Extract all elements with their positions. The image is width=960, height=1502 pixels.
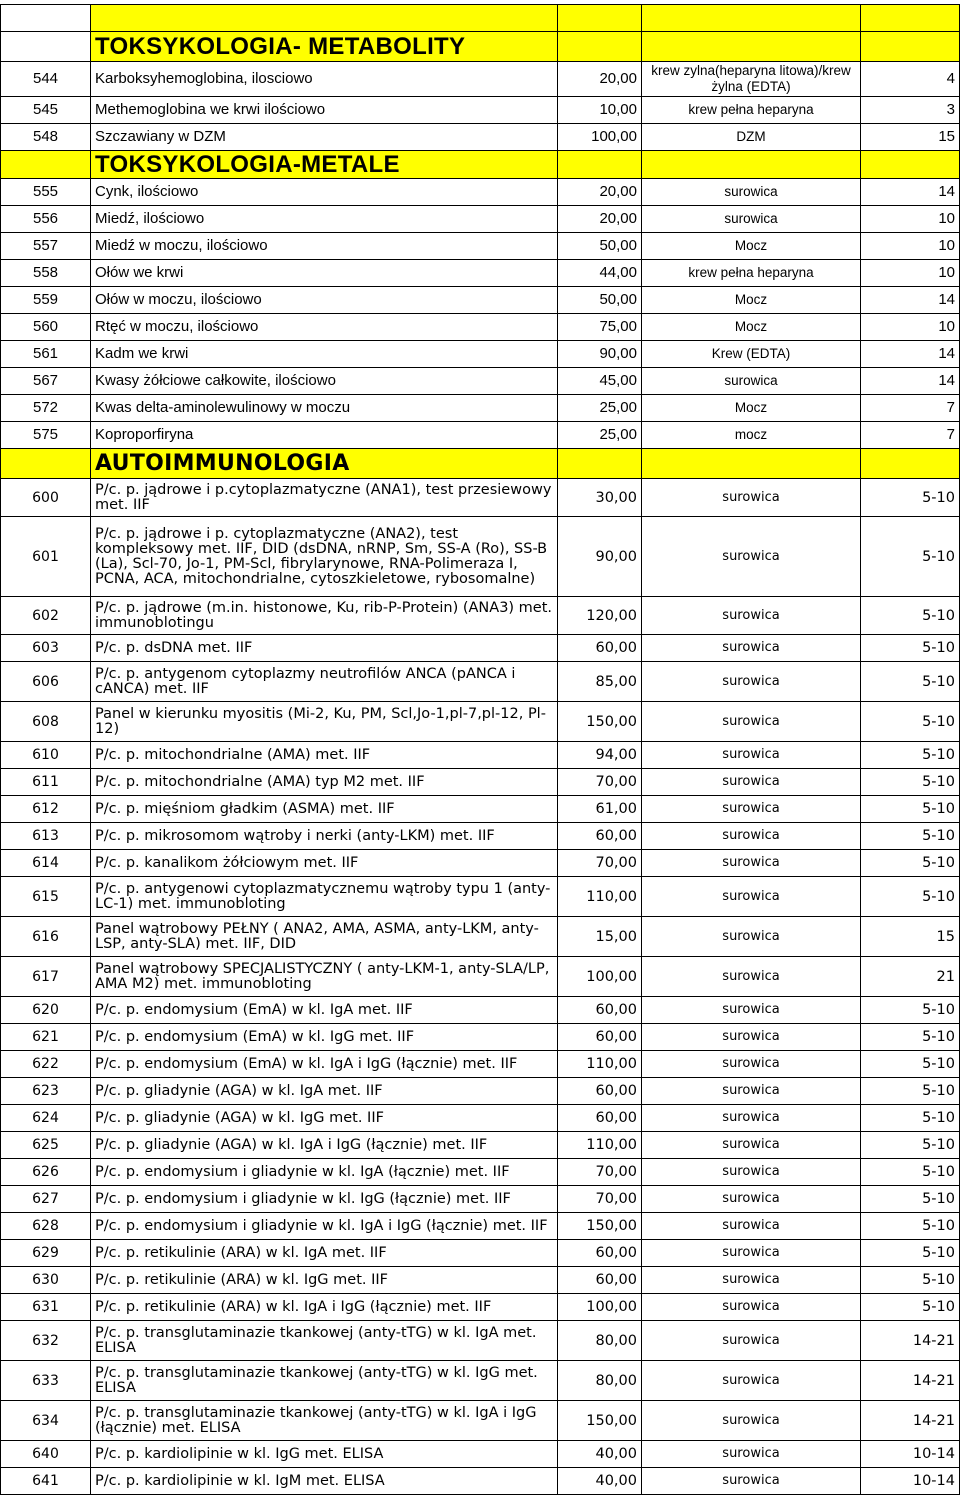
test-number: 575 bbox=[1, 422, 91, 449]
section-blank-cell bbox=[1, 449, 91, 479]
test-name: P/c. p. jądrowe i p. cytoplazmatyczne (ANA2), test kompleksowy met. IIF, DID (dsDNA, nRNP, Sm, SS-A (Ro), SS-B (La), Scl-70, Jo-1, PM-Scl, fibrylarynowe, RNA-Polimeraza I, PCNA, ACA, mitochondrialne, cytoszkieletowe, rybosomalne) bbox=[91, 517, 558, 597]
test-name: Cynk, ilościowo bbox=[91, 179, 558, 206]
table-row bbox=[1, 517, 960, 597]
test-material: surowica bbox=[642, 1186, 861, 1213]
test-price: 30,00 bbox=[558, 479, 642, 517]
test-name: P/c. p. endomysium i gliadynie w kl. IgG (łącznie) met. IIF bbox=[91, 1186, 558, 1213]
test-number: 617 bbox=[1, 957, 91, 997]
test-name: P/c. p. transglutaminazie tkankowej (anty-tTG) w kl. IgA met. ELISA bbox=[91, 1321, 558, 1361]
turnaround-days: 5-10 bbox=[861, 769, 960, 796]
section-blank-cell bbox=[1, 32, 91, 62]
table-row bbox=[1, 1240, 960, 1267]
test-material: surowica bbox=[642, 1267, 861, 1294]
test-material: surowica bbox=[642, 597, 861, 635]
test-name: Ołów we krwi bbox=[91, 260, 558, 287]
test-material: mocz bbox=[642, 422, 861, 449]
price-list-table bbox=[0, 4, 960, 1495]
test-name: P/c. p. kanalikom żółciowym met. IIF bbox=[91, 850, 558, 877]
table-row bbox=[1, 1132, 960, 1159]
test-price: 80,00 bbox=[558, 1361, 642, 1401]
test-number: 631 bbox=[1, 1294, 91, 1321]
table-row bbox=[1, 179, 960, 206]
table-row bbox=[1, 1321, 960, 1361]
table-row bbox=[1, 233, 960, 260]
table-row bbox=[1, 1294, 960, 1321]
test-material: surowica bbox=[642, 1051, 861, 1078]
table-row bbox=[1, 769, 960, 796]
test-number: 600 bbox=[1, 479, 91, 517]
test-material: surowica bbox=[642, 479, 861, 517]
test-number: 627 bbox=[1, 1186, 91, 1213]
test-price: 60,00 bbox=[558, 635, 642, 662]
test-price: 150,00 bbox=[558, 1213, 642, 1240]
test-name: P/c. p. endomysium (EmA) w kl. IgA met. IIF bbox=[91, 997, 558, 1024]
test-material: surowica bbox=[642, 368, 861, 395]
test-name: P/c. p. mikrosomom wątroby i nerki (anty-LKM) met. IIF bbox=[91, 823, 558, 850]
test-price: 40,00 bbox=[558, 1468, 642, 1495]
test-number: 558 bbox=[1, 260, 91, 287]
table-row bbox=[1, 877, 960, 917]
table-row bbox=[1, 1024, 960, 1051]
test-price: 15,00 bbox=[558, 917, 642, 957]
turnaround-days: 5-10 bbox=[861, 635, 960, 662]
section-title: TOKSYKOLOGIA-METALE bbox=[91, 151, 558, 179]
test-price: 20,00 bbox=[558, 179, 642, 206]
test-price: 50,00 bbox=[558, 287, 642, 314]
test-material: surowica bbox=[642, 957, 861, 997]
test-number: 572 bbox=[1, 395, 91, 422]
turnaround-days: 15 bbox=[861, 917, 960, 957]
test-price: 100,00 bbox=[558, 124, 642, 151]
turnaround-days: 5-10 bbox=[861, 850, 960, 877]
test-material: surowica bbox=[642, 1213, 861, 1240]
test-material: surowica bbox=[642, 1159, 861, 1186]
test-price: 60,00 bbox=[558, 1078, 642, 1105]
test-number: 544 bbox=[1, 62, 91, 97]
turnaround-days: 5-10 bbox=[861, 1186, 960, 1213]
test-number: 556 bbox=[1, 206, 91, 233]
test-material: surowica bbox=[642, 917, 861, 957]
test-number: 602 bbox=[1, 597, 91, 635]
turnaround-days: 4 bbox=[861, 62, 960, 97]
turnaround-days: 5-10 bbox=[861, 517, 960, 597]
test-material: surowica bbox=[642, 1361, 861, 1401]
turnaround-days: 5-10 bbox=[861, 662, 960, 702]
test-name: Miedź w moczu, ilościowo bbox=[91, 233, 558, 260]
test-name: Ołów w moczu, ilościowo bbox=[91, 287, 558, 314]
test-material: surowica bbox=[642, 742, 861, 769]
test-number: 603 bbox=[1, 635, 91, 662]
test-material: surowica bbox=[642, 702, 861, 742]
turnaround-days: 14 bbox=[861, 341, 960, 368]
table-row bbox=[1, 662, 960, 702]
test-number: 620 bbox=[1, 997, 91, 1024]
turnaround-days: 5-10 bbox=[861, 1213, 960, 1240]
section-blank-cell bbox=[861, 449, 960, 479]
test-name: Kadm we krwi bbox=[91, 341, 558, 368]
test-number: 634 bbox=[1, 1401, 91, 1441]
turnaround-days: 7 bbox=[861, 422, 960, 449]
test-price: 80,00 bbox=[558, 1321, 642, 1361]
test-price: 60,00 bbox=[558, 1024, 642, 1051]
test-price: 120,00 bbox=[558, 597, 642, 635]
turnaround-days: 5-10 bbox=[861, 1051, 960, 1078]
test-number: 630 bbox=[1, 1267, 91, 1294]
turnaround-days: 3 bbox=[861, 97, 960, 124]
price-list-body bbox=[1, 5, 960, 1495]
turnaround-days: 5-10 bbox=[861, 742, 960, 769]
test-name: P/c. p. endomysium (EmA) w kl. IgG met. IIF bbox=[91, 1024, 558, 1051]
test-price: 60,00 bbox=[558, 1267, 642, 1294]
test-name: P/c. p. transglutaminazie tkankowej (anty-tTG) w kl. IgA i IgG (łącznie) met. ELISA bbox=[91, 1401, 558, 1441]
test-price: 10,00 bbox=[558, 97, 642, 124]
turnaround-days: 10 bbox=[861, 260, 960, 287]
turnaround-days: 5-10 bbox=[861, 877, 960, 917]
test-number: 625 bbox=[1, 1132, 91, 1159]
turnaround-days: 5-10 bbox=[861, 702, 960, 742]
blank-cell bbox=[558, 5, 642, 32]
table-row bbox=[1, 1267, 960, 1294]
test-material: krew pełna heparyna bbox=[642, 97, 861, 124]
test-material: DZM bbox=[642, 124, 861, 151]
table-row bbox=[1, 702, 960, 742]
test-name: Rtęć w moczu, ilościowo bbox=[91, 314, 558, 341]
test-name: P/c. p. mitochondrialne (AMA) typ M2 met. IIF bbox=[91, 769, 558, 796]
turnaround-days: 5-10 bbox=[861, 823, 960, 850]
turnaround-days: 10 bbox=[861, 206, 960, 233]
test-number: 624 bbox=[1, 1105, 91, 1132]
test-number: 613 bbox=[1, 823, 91, 850]
test-material: surowica bbox=[642, 1321, 861, 1361]
test-material: surowica bbox=[642, 1078, 861, 1105]
blank-cell bbox=[91, 5, 558, 32]
test-material: surowica bbox=[642, 850, 861, 877]
table-row bbox=[1, 1105, 960, 1132]
test-price: 70,00 bbox=[558, 1186, 642, 1213]
test-name: P/c. p. jądrowe i p.cytoplazmatyczne (ANA1), test przesiewowy met. IIF bbox=[91, 479, 558, 517]
test-price: 75,00 bbox=[558, 314, 642, 341]
blank-cell bbox=[1, 5, 91, 32]
test-price: 20,00 bbox=[558, 206, 642, 233]
test-number: 615 bbox=[1, 877, 91, 917]
section-header-row bbox=[1, 151, 960, 179]
test-price: 85,00 bbox=[558, 662, 642, 702]
table-row bbox=[1, 395, 960, 422]
test-name: Miedź, ilościowo bbox=[91, 206, 558, 233]
test-number: 621 bbox=[1, 1024, 91, 1051]
table-row bbox=[1, 1186, 960, 1213]
test-name: P/c. p. endomysium i gliadynie w kl. IgA i IgG (łącznie) met. IIF bbox=[91, 1213, 558, 1240]
turnaround-days: 5-10 bbox=[861, 1105, 960, 1132]
table-row bbox=[1, 1159, 960, 1186]
test-material: surowica bbox=[642, 1240, 861, 1267]
test-price: 100,00 bbox=[558, 1294, 642, 1321]
turnaround-days: 14-21 bbox=[861, 1401, 960, 1441]
test-name: Methemoglobina we krwi ilościowo bbox=[91, 97, 558, 124]
test-number: 567 bbox=[1, 368, 91, 395]
test-price: 44,00 bbox=[558, 260, 642, 287]
test-number: 612 bbox=[1, 796, 91, 823]
table-row bbox=[1, 1051, 960, 1078]
test-number: 545 bbox=[1, 97, 91, 124]
test-material: surowica bbox=[642, 1024, 861, 1051]
test-material: Mocz bbox=[642, 395, 861, 422]
test-number: 641 bbox=[1, 1468, 91, 1495]
turnaround-days: 14-21 bbox=[861, 1321, 960, 1361]
test-material: surowica bbox=[642, 1105, 861, 1132]
test-price: 40,00 bbox=[558, 1441, 642, 1468]
test-number: 629 bbox=[1, 1240, 91, 1267]
test-material: surowica bbox=[642, 206, 861, 233]
turnaround-days: 10-14 bbox=[861, 1441, 960, 1468]
section-blank-cell bbox=[642, 151, 861, 179]
test-name: P/c. p. retikulinie (ARA) w kl. IgG met. IIF bbox=[91, 1267, 558, 1294]
test-price: 45,00 bbox=[558, 368, 642, 395]
test-name: P/c. p. gliadynie (AGA) w kl. IgA i IgG (łącznie) met. IIF bbox=[91, 1132, 558, 1159]
table-row bbox=[1, 479, 960, 517]
test-name: P/c. p. gliadynie (AGA) w kl. IgA met. IIF bbox=[91, 1078, 558, 1105]
test-number: 559 bbox=[1, 287, 91, 314]
test-name: Panel w kierunku myositis (Mi-2, Ku, PM, Scl,Jo-1,pl-7,pl-12, Pl-12) bbox=[91, 702, 558, 742]
turnaround-days: 5-10 bbox=[861, 796, 960, 823]
test-material: Mocz bbox=[642, 233, 861, 260]
test-material: surowica bbox=[642, 179, 861, 206]
test-material: Krew (EDTA) bbox=[642, 341, 861, 368]
test-material: krew zylna(heparyna litowa)/krew żylna (EDTA) bbox=[642, 62, 861, 97]
test-name: Szczawiany w DZM bbox=[91, 124, 558, 151]
table-row bbox=[1, 368, 960, 395]
blank-cell bbox=[861, 5, 960, 32]
test-name: P/c. p. endomysium (EmA) w kl. IgA i IgG (łącznie) met. IIF bbox=[91, 1051, 558, 1078]
test-price: 150,00 bbox=[558, 702, 642, 742]
test-name: Kwasy żółciowe całkowite, ilościowo bbox=[91, 368, 558, 395]
turnaround-days: 10 bbox=[861, 233, 960, 260]
test-material: surowica bbox=[642, 769, 861, 796]
turnaround-days: 5-10 bbox=[861, 1024, 960, 1051]
turnaround-days: 14-21 bbox=[861, 1361, 960, 1401]
section-blank-cell bbox=[642, 32, 861, 62]
test-price: 94,00 bbox=[558, 742, 642, 769]
test-material: surowica bbox=[642, 997, 861, 1024]
test-name: P/c. p. retikulinie (ARA) w kl. IgA met. IIF bbox=[91, 1240, 558, 1267]
table-row bbox=[1, 341, 960, 368]
test-number: 610 bbox=[1, 742, 91, 769]
table-row bbox=[1, 1078, 960, 1105]
section-title: AUTOIMMUNOLOGIA bbox=[91, 449, 558, 479]
test-price: 50,00 bbox=[558, 233, 642, 260]
test-number: 626 bbox=[1, 1159, 91, 1186]
table-row bbox=[1, 635, 960, 662]
test-material: surowica bbox=[642, 1441, 861, 1468]
turnaround-days: 5-10 bbox=[861, 479, 960, 517]
section-blank-cell bbox=[1, 151, 91, 179]
test-price: 20,00 bbox=[558, 62, 642, 97]
table-row bbox=[1, 287, 960, 314]
test-name: P/c. p. transglutaminazie tkankowej (anty-tTG) w kl. IgG met. ELISA bbox=[91, 1361, 558, 1401]
test-number: 623 bbox=[1, 1078, 91, 1105]
test-name: Koproporfiryna bbox=[91, 422, 558, 449]
test-name: P/c. p. retikulinie (ARA) w kl. IgA i IgG (łącznie) met. IIF bbox=[91, 1294, 558, 1321]
test-material: Mocz bbox=[642, 287, 861, 314]
test-price: 60,00 bbox=[558, 1240, 642, 1267]
test-material: surowica bbox=[642, 1401, 861, 1441]
turnaround-days: 5-10 bbox=[861, 1267, 960, 1294]
test-price: 25,00 bbox=[558, 422, 642, 449]
table-row bbox=[1, 97, 960, 124]
test-price: 70,00 bbox=[558, 769, 642, 796]
test-number: 633 bbox=[1, 1361, 91, 1401]
test-name: P/c. p. gliadynie (AGA) w kl. IgG met. IIF bbox=[91, 1105, 558, 1132]
test-name: P/c. p. jądrowe (m.in. histonowe, Ku, rib-P-Protein) (ANA3) met. immunoblotingu bbox=[91, 597, 558, 635]
test-price: 150,00 bbox=[558, 1401, 642, 1441]
test-number: 614 bbox=[1, 850, 91, 877]
table-row bbox=[1, 997, 960, 1024]
test-name: Karboksyhemoglobina, ilosciowo bbox=[91, 62, 558, 97]
test-number: 632 bbox=[1, 1321, 91, 1361]
section-header-row bbox=[1, 32, 960, 62]
test-price: 110,00 bbox=[558, 1051, 642, 1078]
test-price: 60,00 bbox=[558, 1105, 642, 1132]
section-blank-cell bbox=[642, 449, 861, 479]
table-row bbox=[1, 62, 960, 97]
test-price: 110,00 bbox=[558, 877, 642, 917]
test-price: 90,00 bbox=[558, 341, 642, 368]
test-material: surowica bbox=[642, 1132, 861, 1159]
test-name: P/c. p. mitochondrialne (AMA) met. IIF bbox=[91, 742, 558, 769]
test-price: 100,00 bbox=[558, 957, 642, 997]
test-price: 60,00 bbox=[558, 823, 642, 850]
test-number: 557 bbox=[1, 233, 91, 260]
test-material: surowica bbox=[642, 1468, 861, 1495]
test-number: 555 bbox=[1, 179, 91, 206]
test-material: surowica bbox=[642, 877, 861, 917]
section-blank-cell bbox=[861, 32, 960, 62]
test-material: surowica bbox=[642, 796, 861, 823]
section-header-row bbox=[1, 449, 960, 479]
turnaround-days: 14 bbox=[861, 287, 960, 314]
top-blank-row bbox=[1, 5, 960, 32]
test-name: P/c. p. antygenowi cytoplazmatycznemu wątroby typu 1 (anty-LC-1) met. immunobloting bbox=[91, 877, 558, 917]
test-material: surowica bbox=[642, 517, 861, 597]
test-number: 606 bbox=[1, 662, 91, 702]
test-name: P/c. p. mięśniom gładkim (ASMA) met. IIF bbox=[91, 796, 558, 823]
section-blank-cell bbox=[861, 151, 960, 179]
test-number: 560 bbox=[1, 314, 91, 341]
table-row bbox=[1, 917, 960, 957]
table-row bbox=[1, 1213, 960, 1240]
test-number: 561 bbox=[1, 341, 91, 368]
section-blank-cell bbox=[558, 151, 642, 179]
turnaround-days: 14 bbox=[861, 368, 960, 395]
test-price: 110,00 bbox=[558, 1132, 642, 1159]
table-row bbox=[1, 124, 960, 151]
table-row bbox=[1, 1401, 960, 1441]
turnaround-days: 10-14 bbox=[861, 1468, 960, 1495]
test-name: P/c. p. antygenom cytoplazmy neutrofilów ANCA (pANCA i cANCA) met. IIF bbox=[91, 662, 558, 702]
table-row bbox=[1, 1361, 960, 1401]
test-material: Mocz bbox=[642, 314, 861, 341]
test-price: 90,00 bbox=[558, 517, 642, 597]
turnaround-days: 10 bbox=[861, 314, 960, 341]
turnaround-days: 7 bbox=[861, 395, 960, 422]
turnaround-days: 5-10 bbox=[861, 1132, 960, 1159]
turnaround-days: 14 bbox=[861, 179, 960, 206]
test-material: krew pełna heparyna bbox=[642, 260, 861, 287]
section-title: TOKSYKOLOGIA- METABOLITY bbox=[91, 32, 558, 62]
section-blank-cell bbox=[558, 449, 642, 479]
turnaround-days: 5-10 bbox=[861, 597, 960, 635]
turnaround-days: 15 bbox=[861, 124, 960, 151]
test-name: P/c. p. endomysium i gliadynie w kl. IgA (łącznie) met. IIF bbox=[91, 1159, 558, 1186]
turnaround-days: 21 bbox=[861, 957, 960, 997]
test-price: 70,00 bbox=[558, 850, 642, 877]
test-material: surowica bbox=[642, 1294, 861, 1321]
section-blank-cell bbox=[558, 32, 642, 62]
test-price: 25,00 bbox=[558, 395, 642, 422]
test-number: 640 bbox=[1, 1441, 91, 1468]
blank-cell bbox=[642, 5, 861, 32]
table-row bbox=[1, 796, 960, 823]
test-name: Panel wątrobowy PEŁNY ( ANA2, AMA, ASMA, anty-LKM, anty-LSP, anty-SLA) met. IIF, DID bbox=[91, 917, 558, 957]
test-number: 622 bbox=[1, 1051, 91, 1078]
test-material: surowica bbox=[642, 823, 861, 850]
test-number: 616 bbox=[1, 917, 91, 957]
test-name: P/c. p. kardiolipinie w kl. IgG met. ELISA bbox=[91, 1441, 558, 1468]
test-number: 608 bbox=[1, 702, 91, 742]
table-row bbox=[1, 1441, 960, 1468]
turnaround-days: 5-10 bbox=[861, 1159, 960, 1186]
table-row bbox=[1, 850, 960, 877]
table-row bbox=[1, 823, 960, 850]
test-number: 601 bbox=[1, 517, 91, 597]
table-row bbox=[1, 260, 960, 287]
test-material: surowica bbox=[642, 662, 861, 702]
test-number: 548 bbox=[1, 124, 91, 151]
test-name: Kwas delta-aminolewulinowy w moczu bbox=[91, 395, 558, 422]
table-row bbox=[1, 314, 960, 341]
table-row bbox=[1, 1468, 960, 1495]
test-price: 60,00 bbox=[558, 997, 642, 1024]
test-number: 611 bbox=[1, 769, 91, 796]
table-row bbox=[1, 597, 960, 635]
test-name: P/c. p. kardiolipinie w kl. IgM met. ELISA bbox=[91, 1468, 558, 1495]
table-row bbox=[1, 742, 960, 769]
turnaround-days: 5-10 bbox=[861, 1078, 960, 1105]
test-name: Panel wątrobowy SPECJALISTYCZNY ( anty-LKM-1, anty-SLA/LP, AMA M2) met. immunobloting bbox=[91, 957, 558, 997]
test-material: surowica bbox=[642, 635, 861, 662]
table-row bbox=[1, 957, 960, 997]
table-row bbox=[1, 422, 960, 449]
turnaround-days: 5-10 bbox=[861, 997, 960, 1024]
test-price: 61,00 bbox=[558, 796, 642, 823]
test-number: 628 bbox=[1, 1213, 91, 1240]
test-name: P/c. p. dsDNA met. IIF bbox=[91, 635, 558, 662]
turnaround-days: 5-10 bbox=[861, 1240, 960, 1267]
turnaround-days: 5-10 bbox=[861, 1294, 960, 1321]
test-price: 70,00 bbox=[558, 1159, 642, 1186]
table-row bbox=[1, 206, 960, 233]
